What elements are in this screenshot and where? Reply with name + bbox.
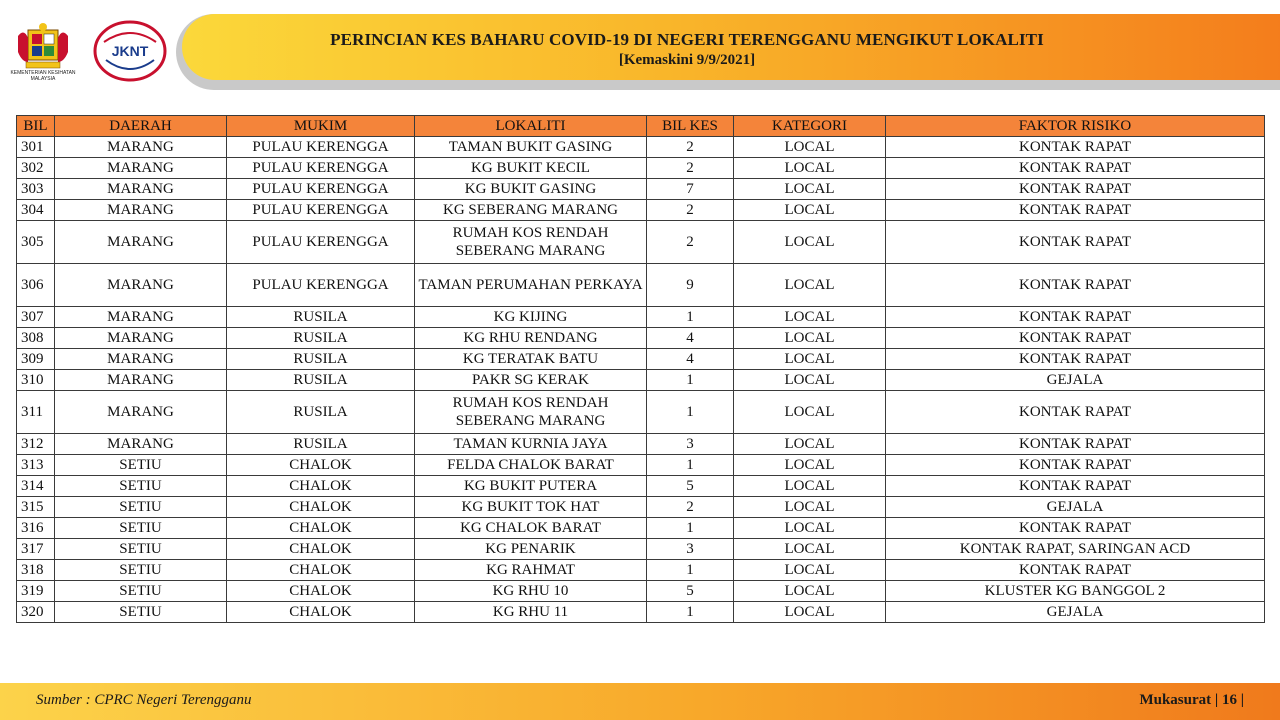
table-cell: 307	[17, 307, 55, 328]
table-cell: 304	[17, 200, 55, 221]
header-logos	[10, 18, 180, 82]
table-cell: KONTAK RAPAT	[886, 307, 1265, 328]
table-cell: 2	[647, 200, 734, 221]
table-cell: CHALOK	[227, 476, 415, 497]
column-header: BIL KES	[647, 116, 734, 137]
table-cell: SETIU	[55, 581, 227, 602]
table-cell: MARANG	[55, 200, 227, 221]
table-cell: 9	[647, 264, 734, 307]
table-cell: SETIU	[55, 518, 227, 539]
table-cell: KONTAK RAPAT	[886, 221, 1265, 264]
table-row	[17, 391, 1265, 434]
table-row	[17, 307, 1265, 328]
footer-page-number: Mukasurat | 16 |	[1139, 692, 1244, 708]
moh-logo-text: KEMENTERIAN KESIHATAN MALAYSIA	[10, 70, 76, 82]
table-cell: LOCAL	[734, 307, 886, 328]
table-cell: RUSILA	[227, 307, 415, 328]
table-cell: MARANG	[55, 137, 227, 158]
table-cell: CHALOK	[227, 518, 415, 539]
table-cell: TAMAN PERUMAHAN PERKAYA	[415, 264, 647, 307]
table-cell: 309	[17, 349, 55, 370]
table-cell: 3	[647, 434, 734, 455]
table-cell: PULAU KERENGGA	[227, 137, 415, 158]
table-cell: RUMAH KOS RENDAH SEBERANG MARANG	[415, 221, 647, 264]
table-cell: LOCAL	[734, 518, 886, 539]
table-cell: 320	[17, 602, 55, 623]
footer-source: Sumber : CPRC Negeri Terengganu	[36, 692, 252, 708]
table-cell: 4	[647, 349, 734, 370]
table-cell: KONTAK RAPAT	[886, 200, 1265, 221]
table-cell: KG TERATAK BATU	[415, 349, 647, 370]
table-cell: 1	[647, 455, 734, 476]
column-header: DAERAH	[55, 116, 227, 137]
table-cell: PULAU KERENGGA	[227, 179, 415, 200]
jknt-logo	[92, 20, 168, 82]
table-cell: KONTAK RAPAT	[886, 349, 1265, 370]
table-cell: 1	[647, 370, 734, 391]
table-cell: 5	[647, 581, 734, 602]
table-cell: MARANG	[55, 349, 227, 370]
table-cell: LOCAL	[734, 602, 886, 623]
table-cell: SETIU	[55, 560, 227, 581]
table-cell: PULAU KERENGGA	[227, 158, 415, 179]
table-cell: PULAU KERENGGA	[227, 264, 415, 307]
table-cell: KG BUKIT GASING	[415, 179, 647, 200]
table-row	[17, 455, 1265, 476]
column-header: KATEGORI	[734, 116, 886, 137]
table-cell: MARANG	[55, 391, 227, 434]
table-cell: 301	[17, 137, 55, 158]
table-cell: PULAU KERENGGA	[227, 200, 415, 221]
table-cell: 303	[17, 179, 55, 200]
table-cell: KG BUKIT TOK HAT	[415, 497, 647, 518]
table-cell: MARANG	[55, 307, 227, 328]
table-row	[17, 200, 1265, 221]
table-cell: KONTAK RAPAT	[886, 476, 1265, 497]
table-cell: LOCAL	[734, 455, 886, 476]
column-header: MUKIM	[227, 116, 415, 137]
table-cell: MARANG	[55, 328, 227, 349]
table-cell: KONTAK RAPAT	[886, 158, 1265, 179]
table-cell: LOCAL	[734, 200, 886, 221]
table-cell: LOCAL	[734, 137, 886, 158]
table-cell: CHALOK	[227, 539, 415, 560]
table-cell: KONTAK RAPAT, SARINGAN ACD	[886, 539, 1265, 560]
table-row	[17, 370, 1265, 391]
table-cell: 2	[647, 158, 734, 179]
table-cell: 305	[17, 221, 55, 264]
table-cell: KONTAK RAPAT	[886, 455, 1265, 476]
table-row	[17, 581, 1265, 602]
table-cell: CHALOK	[227, 560, 415, 581]
table-cell: RUSILA	[227, 434, 415, 455]
table-cell: SETIU	[55, 539, 227, 560]
table-cell: KG RHU RENDANG	[415, 328, 647, 349]
table-cell: 311	[17, 391, 55, 434]
table-body	[17, 137, 1265, 623]
table-cell: KONTAK RAPAT	[886, 137, 1265, 158]
cases-table-wrap	[16, 115, 1264, 623]
table-cell: LOCAL	[734, 264, 886, 307]
table-cell: 308	[17, 328, 55, 349]
table-cell: LOCAL	[734, 349, 886, 370]
table-cell: SETIU	[55, 497, 227, 518]
table-cell: KONTAK RAPAT	[886, 518, 1265, 539]
table-cell: KONTAK RAPAT	[886, 560, 1265, 581]
table-cell: MARANG	[55, 221, 227, 264]
table-cell: LOCAL	[734, 497, 886, 518]
table-cell: RUMAH KOS RENDAH SEBERANG MARANG	[415, 391, 647, 434]
table-cell: RUSILA	[227, 328, 415, 349]
table-row	[17, 497, 1265, 518]
column-header: BIL	[17, 116, 55, 137]
table-cell: MARANG	[55, 264, 227, 307]
table-cell: KONTAK RAPAT	[886, 264, 1265, 307]
table-cell: LOCAL	[734, 581, 886, 602]
table-cell: LOCAL	[734, 476, 886, 497]
table-cell: 306	[17, 264, 55, 307]
table-cell: KG KIJING	[415, 307, 647, 328]
table-header-row	[17, 116, 1265, 137]
table-cell: KG RAHMAT	[415, 560, 647, 581]
table-cell: 1	[647, 602, 734, 623]
table-cell: SETIU	[55, 476, 227, 497]
table-cell: MARANG	[55, 370, 227, 391]
table-cell: PAKR SG KERAK	[415, 370, 647, 391]
table-cell: KG BUKIT PUTERA	[415, 476, 647, 497]
table-cell: KONTAK RAPAT	[886, 179, 1265, 200]
table-cell: KG RHU 11	[415, 602, 647, 623]
table-cell: 317	[17, 539, 55, 560]
table-cell: SETIU	[55, 602, 227, 623]
table-row	[17, 476, 1265, 497]
table-row	[17, 137, 1265, 158]
table-cell: LOCAL	[734, 179, 886, 200]
table-row	[17, 518, 1265, 539]
jknt-logo-text: JKNT	[111, 43, 149, 59]
table-row	[17, 179, 1265, 200]
table-cell: 2	[647, 497, 734, 518]
table-cell: 1	[647, 307, 734, 328]
table-cell: LOCAL	[734, 560, 886, 581]
table-row	[17, 221, 1265, 264]
table-cell: 302	[17, 158, 55, 179]
table-cell: 1	[647, 518, 734, 539]
table-cell: LOCAL	[734, 221, 886, 264]
page-title: PERINCIAN KES BAHARU COVID-19 DI NEGERI TERENGGANU MENGIKUT LOKALITI	[330, 30, 1044, 49]
table-row	[17, 434, 1265, 455]
table-cell: CHALOK	[227, 581, 415, 602]
table-cell: GEJALA	[886, 602, 1265, 623]
table-cell: KONTAK RAPAT	[886, 391, 1265, 434]
table-cell: 3	[647, 539, 734, 560]
table-cell: 4	[647, 328, 734, 349]
table-cell: GEJALA	[886, 497, 1265, 518]
table-row	[17, 560, 1265, 581]
table-cell: MARANG	[55, 179, 227, 200]
table-cell: CHALOK	[227, 497, 415, 518]
table-cell: GEJALA	[886, 370, 1265, 391]
table-cell: 2	[647, 137, 734, 158]
table-cell: 312	[17, 434, 55, 455]
page-subtitle: [Kemaskini 9/9/2021]	[618, 52, 756, 68]
table-cell: KONTAK RAPAT	[886, 434, 1265, 455]
table-cell: 1	[647, 560, 734, 581]
column-header: FAKTOR RISIKO	[886, 116, 1265, 137]
table-cell: FELDA CHALOK BARAT	[415, 455, 647, 476]
table-cell: 310	[17, 370, 55, 391]
table-cell: 314	[17, 476, 55, 497]
table-cell: KG PENARIK	[415, 539, 647, 560]
table-cell: LOCAL	[734, 328, 886, 349]
table-cell: LOCAL	[734, 370, 886, 391]
table-cell: CHALOK	[227, 602, 415, 623]
table-cell: 313	[17, 455, 55, 476]
table-cell: MARANG	[55, 434, 227, 455]
table-cell: 1	[647, 391, 734, 434]
table-row	[17, 264, 1265, 307]
table-row	[17, 602, 1265, 623]
table-cell: PULAU KERENGGA	[227, 221, 415, 264]
table-cell: 315	[17, 497, 55, 518]
table-cell: RUSILA	[227, 370, 415, 391]
table-cell: 318	[17, 560, 55, 581]
table-cell: KG BUKIT KECIL	[415, 158, 647, 179]
table-cell: 7	[647, 179, 734, 200]
table-row	[17, 158, 1265, 179]
table-cell: 319	[17, 581, 55, 602]
table-row	[17, 349, 1265, 370]
table-cell: 316	[17, 518, 55, 539]
table-cell: RUSILA	[227, 349, 415, 370]
table-cell: LOCAL	[734, 539, 886, 560]
table-cell: LOCAL	[734, 434, 886, 455]
table-cell: 5	[647, 476, 734, 497]
table-row	[17, 328, 1265, 349]
table-cell: KG SEBERANG MARANG	[415, 200, 647, 221]
table-cell: LOCAL	[734, 158, 886, 179]
table-cell: KG RHU 10	[415, 581, 647, 602]
table-cell: SETIU	[55, 455, 227, 476]
table-cell: 2	[647, 221, 734, 264]
table-cell: KG CHALOK BARAT	[415, 518, 647, 539]
table-cell: CHALOK	[227, 455, 415, 476]
table-row	[17, 539, 1265, 560]
table-cell: TAMAN BUKIT GASING	[415, 137, 647, 158]
table-cell: LOCAL	[734, 391, 886, 434]
cases-table	[16, 115, 1265, 623]
table-cell: KLUSTER KG BANGGOL 2	[886, 581, 1265, 602]
table-cell: MARANG	[55, 158, 227, 179]
column-header: LOKALITI	[415, 116, 647, 137]
table-cell: RUSILA	[227, 391, 415, 434]
table-cell: KONTAK RAPAT	[886, 328, 1265, 349]
table-cell: TAMAN KURNIA JAYA	[415, 434, 647, 455]
